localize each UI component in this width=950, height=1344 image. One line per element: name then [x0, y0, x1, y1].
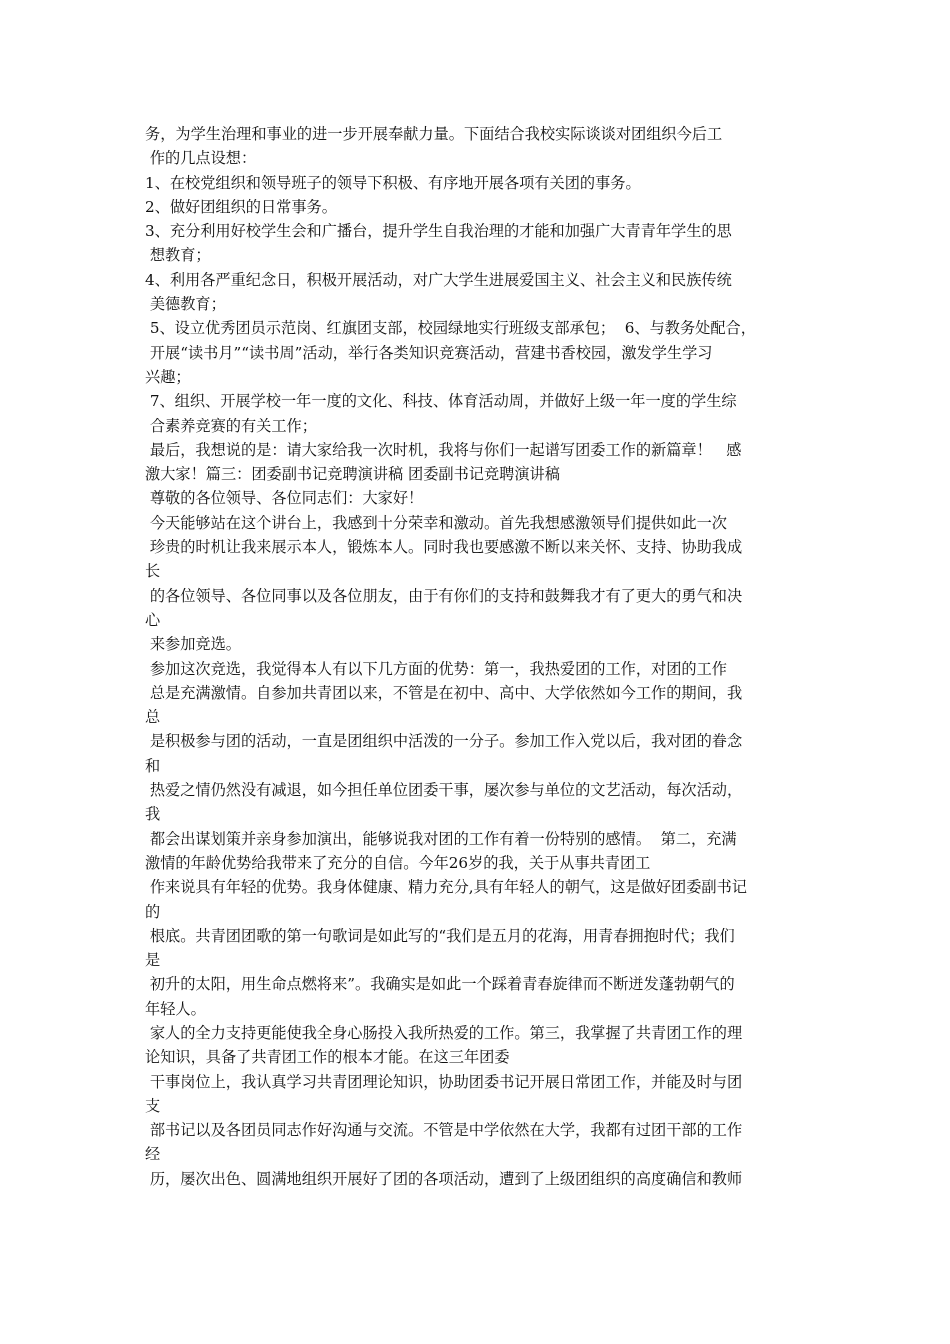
- document-body: [145, 122, 815, 1191]
- text-line: 热爱之情仍然没有减退，如今担任单位团委干事，屡次参与单位的文艺活动，每次活动，: [145, 781, 743, 800]
- text-line: 论知识，具备了共青团工作的根本才能。在这三年团委: [145, 1048, 510, 1067]
- text-line: 总: [145, 708, 161, 727]
- text-line: 合素养竞赛的有关工作；: [145, 416, 317, 435]
- text-line: 干事岗位上，我认真学习共青团理论知识，协助团委书记开展日常团工作，并能及时与团: [145, 1072, 743, 1091]
- text-line: 心: [145, 610, 161, 629]
- text-line: 尊敬的各位领导、各位同志们：大家好！: [145, 489, 424, 508]
- text-line: 1、在校党组织和领导班子的领导下积极、有序地开展各项有关团的事务。: [145, 173, 641, 192]
- text-line: 3、充分利用好校学生会和广播台，提升学生自我治理的才能和加强广大青青年学生的思: [145, 222, 732, 241]
- text-line: 参加这次竞选，我觉得本人有以下几方面的优势：第一，我热爱团的工作，对团的工作: [145, 659, 727, 678]
- text-line: 4、利用各严重纪念日，积极开展活动，对广大学生进展爱国主义、社会主义和民族传统: [145, 270, 732, 289]
- text-line: 历，屡次出色、圆满地组织开展好了团的各项活动，遭到了上级团组织的高度确信和教师: [145, 1169, 743, 1188]
- text-line: 经: [145, 1145, 161, 1164]
- text-line: 都会出谋划策并亲身参加演出，能够说我对团的工作有着一份特别的感情。 第二，充满: [145, 829, 737, 848]
- text-line: 作的几点设想：: [145, 149, 257, 168]
- text-line: 的各位领导、各位同事以及各位朋友，由于有你们的支持和鼓舞我才有了更大的勇气和决: [145, 586, 743, 605]
- text-line: 激情的年龄优势给我带来了充分的自信。今年26岁的我，关于从事共青团工: [145, 853, 651, 872]
- text-line: 激大家！篇三：团委副书记竞聘演讲稿 团委副书记竞聘演讲稿: [145, 465, 560, 484]
- text-line: 的: [145, 902, 161, 921]
- text-line: 最后，我想说的是：请大家给我一次时机，我将与你们一起谱写团委工作的新篇章！ 感: [145, 440, 742, 459]
- text-line: 是: [145, 951, 161, 970]
- text-line: 5、设立优秀团员示范岗、红旗团支部，校园绿地实行班级支部承包； 6、与教务处配合，: [145, 319, 756, 338]
- text-line: 总是充满激情。自参加共青团以来，不管是在初中、高中、大学依然如今工作的期间，我: [145, 683, 743, 702]
- text-line: 支: [145, 1096, 161, 1115]
- text-line: 兴趣；: [145, 367, 191, 386]
- text-line: 来参加竞选。: [145, 635, 241, 654]
- text-line: 务，为学生治理和事业的进一步开展奉献力量。下面结合我校实际谈谈对团组织今后工: [145, 125, 723, 143]
- text-line: 想教育；: [145, 246, 211, 265]
- text-line: 和: [145, 756, 161, 775]
- text-line: 部书记以及各团员同志作好沟通与交流。不管是中学依然在大学，我都有过团干部的工作: [145, 1121, 743, 1140]
- text-line: 是积极参与团的活动，一直是团组织中活泼的一分子。参加工作入党以后，我对团的眷念: [145, 732, 743, 751]
- text-line: 开展“读书月”“读书周”活动，举行各类知识竞赛活动，营建书香校园，激发学生学习: [145, 343, 713, 362]
- text-line: 2、做好团组织的日常事务。: [145, 197, 337, 216]
- text-line: 年轻人。: [145, 999, 206, 1018]
- text-line: 今天能够站在这个讲台上，我感到十分荣幸和激动。首先我想感激领导们提供如此一次: [145, 513, 727, 532]
- text-line: 长: [145, 562, 161, 581]
- text-line: 家人的全力支持更能使我全身心肠投入我所热爱的工作。第三，我掌握了共青团工作的理: [145, 1023, 743, 1042]
- text-line: 美德教育；: [145, 295, 226, 314]
- text-line: 初升的太阳，用生命点燃将来”。我确实是如此一个踩着青春旋律而不断迸发蓬勃朝气的: [145, 975, 735, 994]
- text-line: 珍贵的时机让我来展示本人，锻炼本人。同时我也要感激不断以来关怀、支持、协助我成: [145, 538, 743, 557]
- text-line: 我: [145, 805, 161, 824]
- text-line: 作来说具有年轻的优势。我身体健康、精力充分,具有年轻人的朝气，这是做好团委副书记: [145, 878, 747, 897]
- text-line: 根底。共青团团歌的第一句歌词是如此写的“我们是五月的花海，用青春拥抱时代；我们: [145, 926, 735, 945]
- text-line: 7、组织、开展学校一年一度的文化、科技、体育活动周，并做好上级一年一度的学生综: [145, 392, 737, 411]
